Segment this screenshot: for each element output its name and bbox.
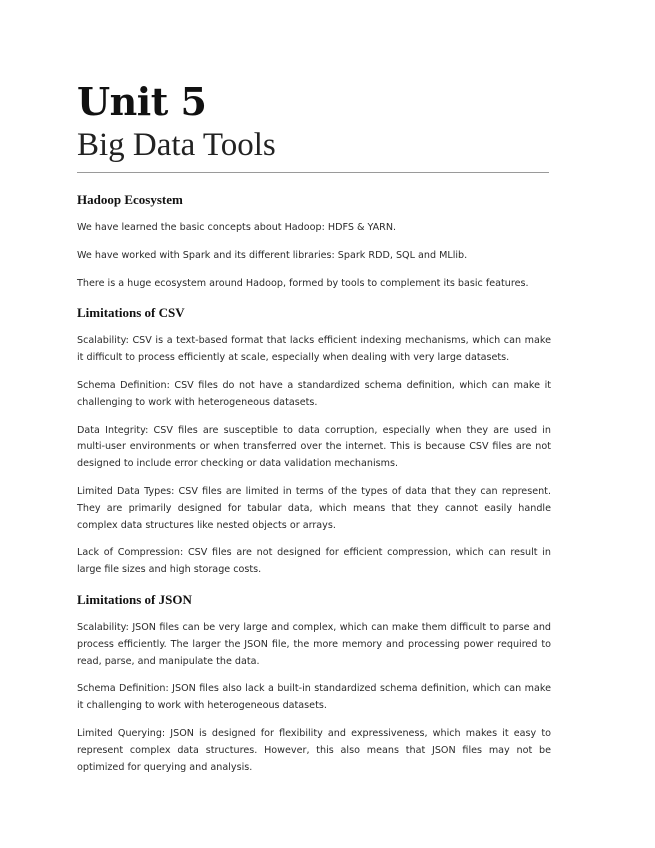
section-heading: Hadoop Ecosystem <box>77 192 183 207</box>
paragraph: Limited Data Types: CSV files are limited in terms of the types of data that they can represent. They are primarily designed for tabular data, which means that they cannot easily handle complex data structures like nested objects or arrays. <box>77 485 551 531</box>
paragraph: Scalability: JSON files can be very large and complex, which can make them difficult to parse and process efficiently. The larger the JSON file, the more memory and processing power required to read, parse, and manipulate the data. <box>77 621 551 667</box>
paragraph: Scalability: CSV is a text-based format that lacks efficient indexing mechanisms, which can make it difficult to process efficiently at scale, especially when dealing with very large datasets. <box>77 335 551 364</box>
unit-title: Unit 5 <box>77 79 207 124</box>
section-heading: Limitations of JSON <box>77 591 192 607</box>
paragraph: Limited Querying: JSON is designed for flexibility and expressiveness, which makes it easy to represent complex data structures. However, this also means that JSON files may not be optimized for querying and analysis. <box>77 727 551 773</box>
paragraph: Schema Definition: CSV files do not have a standardized schema definition, which can make it challenging to work with heterogeneous datasets. <box>77 379 551 408</box>
document-body <box>77 190 551 787</box>
section-heading: Limitations of CSV <box>77 305 185 321</box>
section-limitations-csv <box>77 303 551 579</box>
title-divider <box>77 172 549 173</box>
paragraph: Data Integrity: CSV files are susceptible to data corruption, especially when they are used in multi-user environments or when transferred over the internet. This is because CSV files are not designed to include error checking or data validation mechanisms. <box>77 424 551 470</box>
paragraph: Schema Definition: JSON files also lack a built-in standardized schema definition, which can make it challenging to work with heterogeneous datasets. <box>77 683 551 712</box>
paragraph: We have worked with Spark and its different libraries: Spark RDD, SQL and MLlib. <box>77 249 468 261</box>
paragraph: There is a huge ecosystem around Hadoop, formed by tools to complement its basic features. <box>77 277 529 289</box>
unit-subtitle: Big Data Tools <box>77 127 276 163</box>
paragraph: We have learned the basic concepts about Hadoop: HDFS & YARN. <box>77 222 397 233</box>
section-hadoop-ecosystem <box>77 190 551 292</box>
paragraph: Lack of Compression: CSV files are not designed for efficient compression, which can result in large file sizes and high storage costs. <box>77 547 551 576</box>
section-limitations-json <box>77 590 551 776</box>
